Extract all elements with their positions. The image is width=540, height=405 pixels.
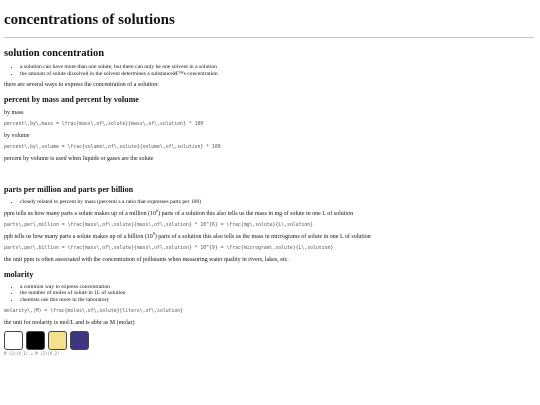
molarity-unit-note: the unit for molarity is mol/L and is abbr as M (molar) [4, 319, 135, 326]
list-item: • the number of moles of solute in 1L of solution [20, 290, 534, 297]
ppm-formula: parts\,per\,million = \frac{mass\,of\,solute}{mass\,of\,solution} * 10^{6} = \frac{mg\,solute}{L\,solution} [4, 222, 314, 228]
color-swatch-white[interactable] [4, 331, 23, 350]
section-heading-mass-volume: percent by mass and percent by volume [4, 95, 139, 105]
swatch-caption: M (2)(V_1) = M (2)(V_2) [4, 350, 60, 356]
color-swatch-black[interactable] [26, 331, 45, 350]
ppb-text-a: ppb tells us how many parts a solute makes up of a billion (10 [4, 233, 153, 240]
molarity-list [4, 284, 534, 304]
by-volume-label: by volume [4, 133, 30, 140]
ppb-paragraph [4, 230, 534, 241]
color-swatch-purple[interactable] [70, 331, 89, 350]
section-spacer [4, 167, 534, 179]
ppb-text-b: ) parts of a solution this also tells us the mass in micrograms of solute in one L of solution [154, 233, 371, 240]
by-mass-formula: percent\,by\,mass = \frac{mass\,of\,solute}{mass\,of\,solution} * 100 [4, 122, 204, 128]
ppm-ppb-list [4, 199, 534, 206]
solution-concentration-list [4, 64, 534, 77]
ppm-text-a: ppm tells us how many parts a solute makes up of a million (10 [4, 210, 157, 217]
title-divider [4, 37, 534, 38]
ppm-note: the unit ppm is often associated with the concentration of pollutants when measuring water quality in rivers, lakes, etc. [4, 256, 289, 263]
list-item: • closely related to percent by mass (percenti s a ratio that expresses parts per 100) [20, 199, 534, 206]
color-swatch-row [4, 331, 534, 350]
ppb-exponent: 9 [152, 230, 155, 236]
by-volume-formula: percent\,by\,volume = \frac{volume\,of\,solute}{volume\,of\,solution} * 100 [4, 145, 221, 151]
volume-note: percent by volume is used when liquids or gases are the solute [4, 156, 154, 163]
section-heading-ppm-ppb: parts per million and parts per billion [4, 185, 134, 195]
ppm-paragraph [4, 207, 534, 218]
section-heading-molarity: molarity [4, 269, 34, 279]
color-swatch-yellow[interactable] [48, 331, 67, 350]
list-item: • a common way to express concentration [20, 284, 534, 291]
molarity-formula: molarity\,(M) = \frac{moles\,of\,solute}{liters\,of\,solution} [4, 308, 184, 314]
list-item: • the amount of solute dissolved in the solvent determines a substanceâ€™s concentration [20, 71, 534, 78]
ppb-formula: parts\,per\,billion = \frac{mass\,of\,solute}{mass\,of\,solution} * 10^{9} = \frac{microgram\,solute}{L\,solution} [4, 245, 334, 251]
section-heading-solution-concentration: solution concentration [4, 48, 105, 59]
ppm-text-b: ) parts of a solution this also tells us the mass in mg of solute in one L of solution [158, 210, 354, 217]
by-mass-label: by mass [4, 110, 24, 117]
list-item: • a solution can have more than one solute, but there can only be one solvent in a solution [20, 64, 534, 71]
list-item: • chemists use this more in the laboratory [20, 297, 534, 304]
intro-paragraph: there are several ways to express the concentration of a solution: [4, 82, 159, 89]
ppm-exponent: 6 [156, 207, 159, 213]
page-title: concentrations of solutions [4, 12, 175, 28]
